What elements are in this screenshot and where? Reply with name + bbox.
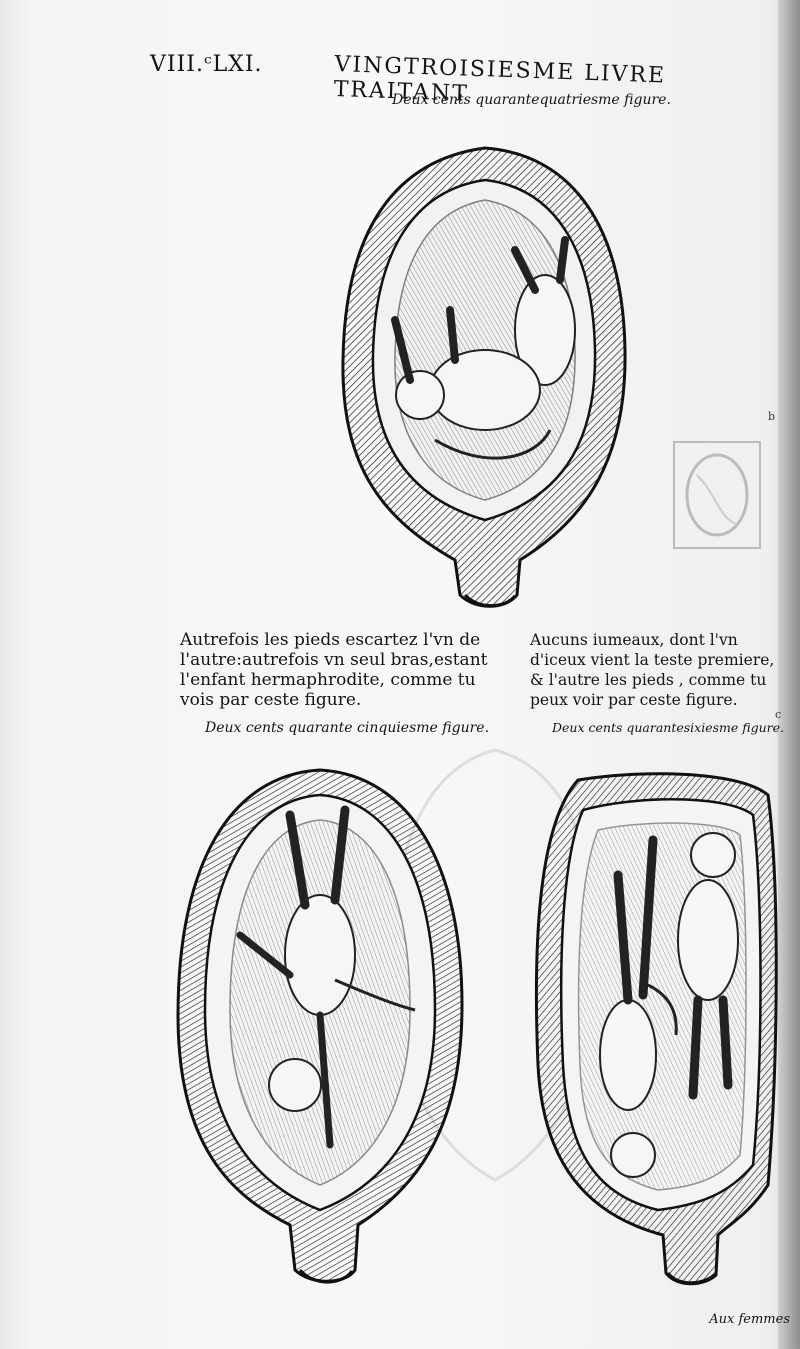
- womb-with-fetus-engraving-left: [170, 765, 470, 1290]
- figure-244-title: Deux cents quarantequatriesme figure.: [392, 92, 671, 108]
- womb-with-twins-engraving-right: [528, 765, 783, 1290]
- folio-number: VIII.ᶜLXI.: [150, 52, 263, 77]
- catchword: Aux femmes: [709, 1312, 790, 1327]
- figure-245-title: Deux cents quarante cinquiesme figure.: [205, 720, 490, 736]
- ornament-icon: [672, 440, 762, 550]
- womb-with-fetus-engraving-top: [335, 140, 635, 610]
- figure-246-title: Deux cents quarantesixiesme figure.: [552, 720, 784, 735]
- margin-marker-c: c: [775, 708, 782, 721]
- caption-left: Autrefois les pieds escartez l'vn de l'autre:autrefois vn seul bras,estant l'enfant hermaphrodite, comme tu vois par ceste figure.: [180, 630, 488, 710]
- margin-marker-b: b: [768, 410, 776, 423]
- caption-right: Aucuns iumeaux, dont l'vn d'iceux vient la teste premiere, & l'autre les pieds , comme tu peux voir par ceste figure.: [530, 631, 775, 709]
- running-title: VINGTROISIESME LIVRE TRAITANT: [333, 52, 667, 107]
